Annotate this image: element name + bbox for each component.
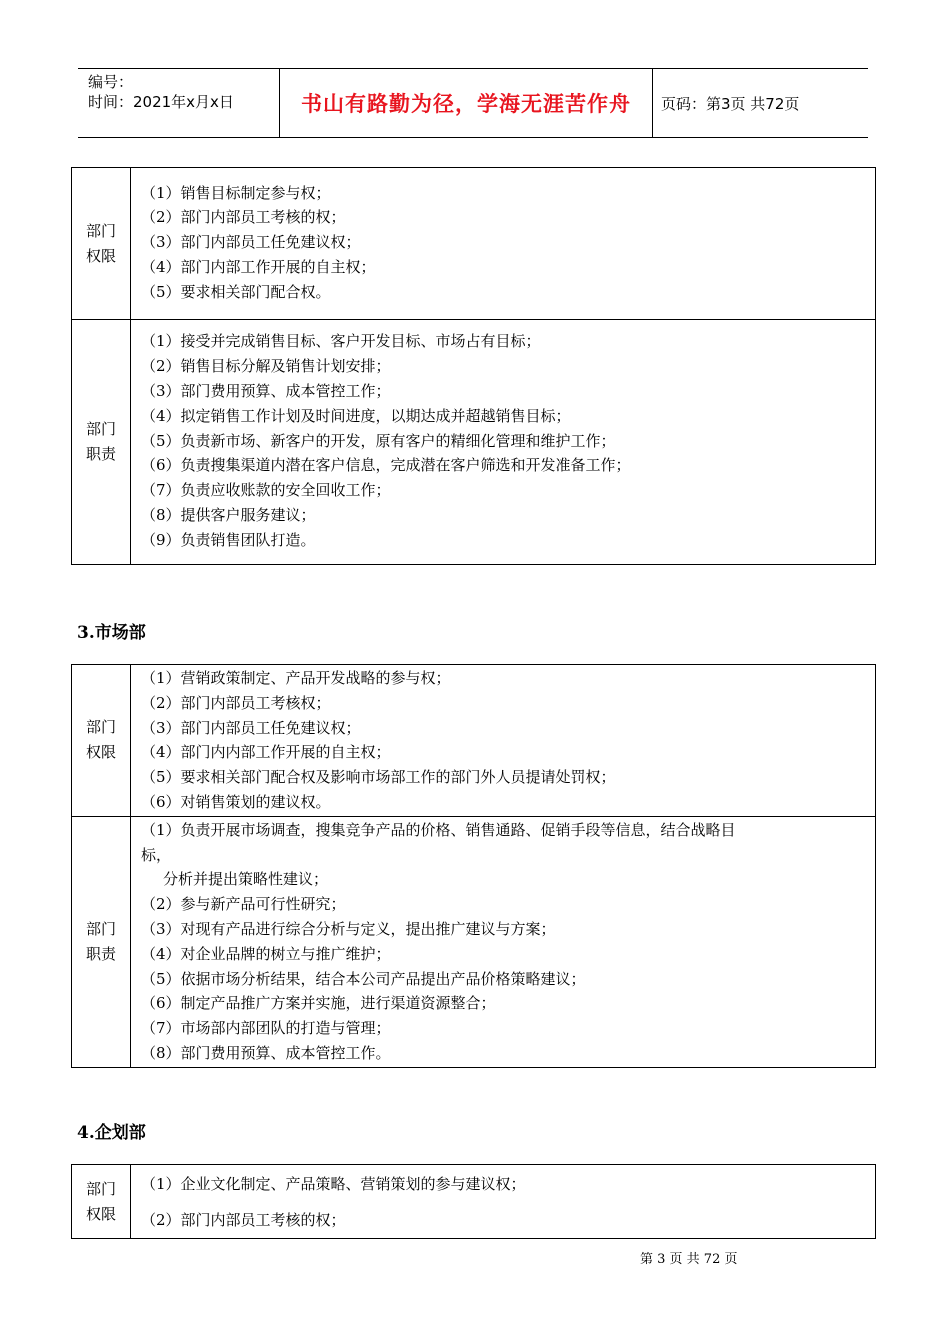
planning-authority-row	[72, 1165, 876, 1239]
list-item: （6）对销售策划的建议权。	[141, 792, 331, 811]
list-item: （4）拟定销售工作计划及时间进度，以期达成并超越销售目标；	[141, 406, 571, 425]
marketing-authority-content	[131, 665, 876, 817]
list-item: （2）部门内部员工考核的权；	[141, 1210, 346, 1229]
document-number: 编号：	[88, 73, 134, 91]
list-item: （5）要求相关部门配合权。	[141, 282, 331, 301]
marketing-duty-label: 部门 职责	[72, 816, 131, 1067]
section-title-marketing: 3.市场部	[77, 623, 146, 643]
list-item: （6）负责搜集渠道内潜在客户信息，完成潜在客户筛选和开发准备工作；	[141, 456, 631, 475]
list-item: （8）部门费用预算、成本管控工作。	[141, 1043, 391, 1062]
list-item: （1）销售目标制定参与权；	[141, 183, 331, 202]
list-item: （4）部门内部工作开展的自主权；	[141, 257, 376, 276]
planning-authority-label: 部门 权限	[72, 1165, 131, 1239]
list-item: （1）负责开展市场调查，搜集竞争产品的价格、销售通路、促销手段等信息，结合战略目	[141, 820, 736, 839]
marketing-authority-row	[72, 665, 876, 817]
list-item: （1）接受并完成销售目标、客户开发目标、市场占有目标；	[141, 332, 541, 351]
list-item: （3）部门内部员工任免建议权；	[141, 233, 361, 252]
planning-department-table	[71, 1164, 876, 1239]
list-item: （3）部门费用预算、成本管控工作；	[141, 382, 391, 400]
planning-authority-content	[131, 1165, 876, 1239]
sales-authority-content	[131, 168, 876, 320]
marketing-authority-label: 部门 权限	[72, 665, 131, 817]
list-item: （9）负责销售团队打造。	[141, 530, 316, 549]
list-item: （7）市场部内部团队的打造与管理；	[141, 1019, 391, 1038]
sales-authority-label: 部门 权限	[72, 168, 131, 320]
list-item: （3）对现有产品进行综合分析与定义，提出推广建议与方案；	[141, 919, 556, 938]
marketing-duty-content	[131, 816, 876, 1067]
page-footer: 第 3 页 共 72 页	[640, 1252, 738, 1267]
list-item: （5）依据市场分析结果，结合本公司产品提出产品价格策略建议；	[141, 969, 586, 988]
list-item: （3）部门内部员工任免建议权；	[141, 718, 361, 737]
sales-duty-content	[131, 320, 876, 565]
marketing-department-table	[71, 664, 876, 1068]
list-item: （2）销售目标分解及销售计划安排；	[141, 357, 391, 376]
sales-duty-row	[72, 320, 876, 565]
document-date: 时间：2021年x月x日	[88, 93, 234, 111]
list-item: （6）制定产品推广方案并实施，进行渠道资源整合；	[141, 994, 496, 1013]
list-item: （2）部门内部员工考核的权；	[141, 208, 346, 227]
sales-duty-label: 部门 职责	[72, 320, 131, 565]
header-page-code: 页码：第3页 共72页	[661, 94, 800, 113]
list-item: （5）负责新市场、新客户的开发，原有客户的精细化管理和维护工作；	[141, 431, 616, 450]
list-item: （7）负责应收账款的安全回收工作；	[141, 481, 391, 500]
page-header	[78, 68, 868, 138]
list-item: （4）对企业品牌的树立与推广维护；	[141, 944, 391, 963]
list-item: （4）部门内内部工作开展的自主权；	[141, 743, 391, 762]
header-meta	[78, 69, 280, 137]
list-item: （1）营销政策制定、产品开发战略的参与权；	[141, 669, 451, 687]
header-motto: 书山有路勤为径，学海无涯苦作舟	[280, 69, 653, 137]
section-title-planning: 4.企划部	[77, 1123, 146, 1143]
sales-authority-row	[72, 168, 876, 320]
list-item: （8）提供客户服务建议；	[141, 505, 316, 524]
list-item-continued: 分析并提出策略性建议；	[163, 870, 329, 889]
list-item: （1）企业文化制定、产品策略、营销策划的参与建议权；	[141, 1174, 526, 1193]
list-item: （2）部门内部员工考核权；	[141, 693, 331, 712]
list-item: （2）参与新产品可行性研究；	[141, 895, 346, 914]
list-item: （5）要求相关部门配合权及影响市场部工作的部门外人员提请处罚权；	[141, 768, 616, 787]
list-item-continued: 标，	[141, 845, 172, 864]
sales-department-table	[71, 167, 876, 565]
marketing-duty-row	[72, 816, 876, 1067]
